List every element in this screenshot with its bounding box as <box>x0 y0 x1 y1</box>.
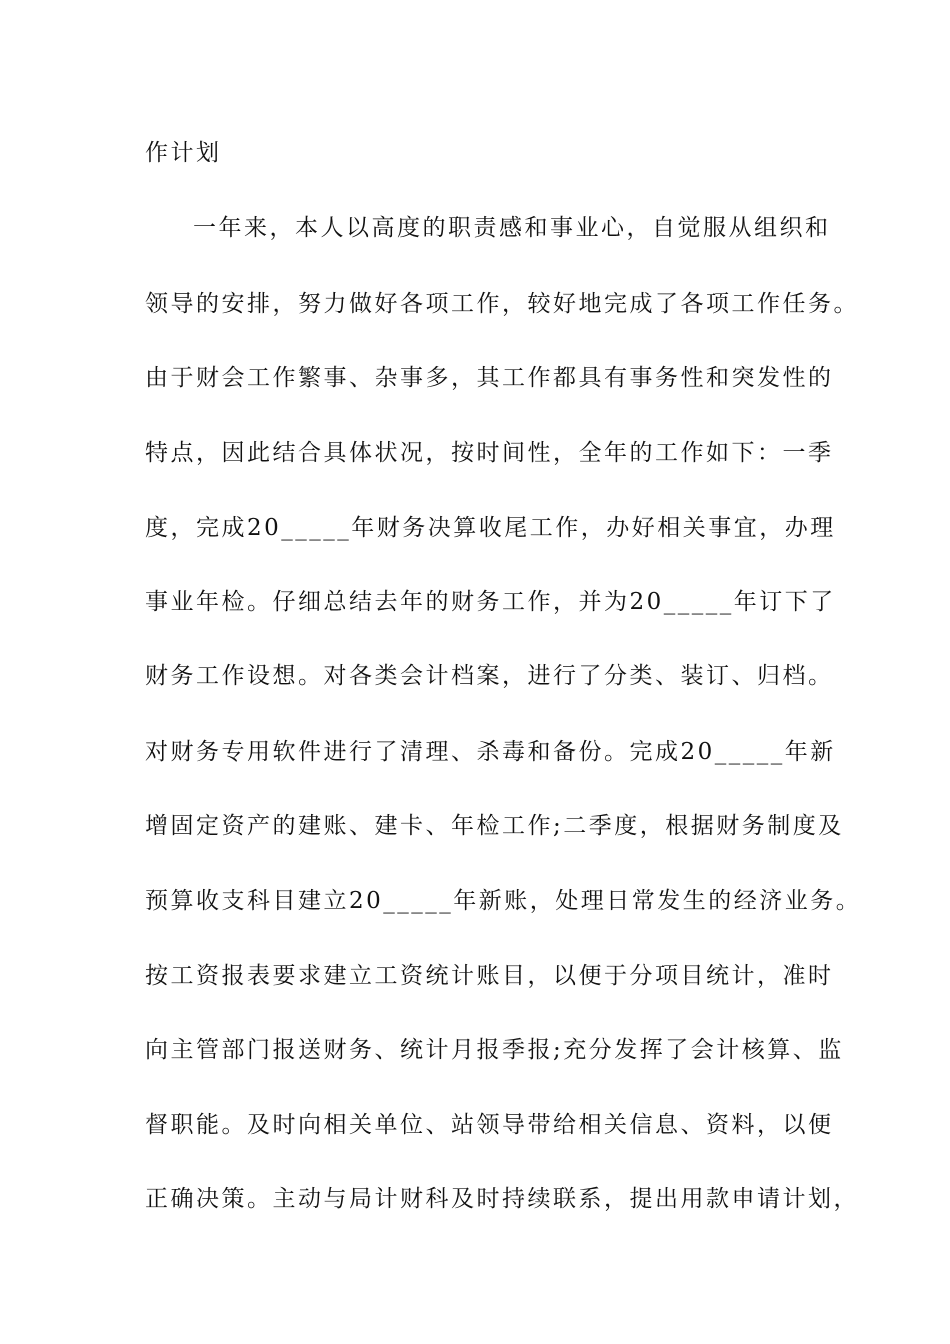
text-line: 对财务专用软件进行了清理、杀毒和备份。完成20_____年新 <box>145 739 836 765</box>
text-line: 向主管部门报送财务、统计月报季报;充分发挥了会计核算、监 <box>145 1037 844 1063</box>
text-line: 预算收支科目建立20_____年新账，处理日常发生的经济业务。 <box>145 888 862 914</box>
text-line: 按工资报表要求建立工资统计账目，以便于分项目统计，准时 <box>145 963 834 989</box>
paragraph-first-line: 一年来，本人以高度的职责感和事业心，自觉服从组织和 <box>193 215 831 241</box>
text-line: 财务工作设想。对各类会计档案，进行了分类、装订、归档。 <box>145 663 834 689</box>
text-line: 度，完成20_____年财务决算收尾工作，办好相关事宜，办理 <box>145 515 836 541</box>
text-line: 正确决策。主动与局计财科及时持续联系，提出用款申请计划， <box>145 1186 859 1212</box>
text-line: 事业年检。仔细总结去年的财务工作，并为20_____年订下了 <box>145 589 836 615</box>
text-line: 增固定资产的建账、建卡、年检工作;二季度，根据财务制度及 <box>145 813 844 839</box>
text-line: 特点，因此结合具体状况，按时间性，全年的工作如下：一季 <box>145 440 834 466</box>
text-line: 领导的安排，努力做好各项工作，较好地完成了各项工作任务。 <box>145 291 859 317</box>
text-line: 作计划 <box>145 140 222 166</box>
text-line: 由于财会工作繁事、杂事多，其工作都具有事务性和突发性的 <box>145 365 834 391</box>
text-line: 督职能。及时向相关单位、站领导带给相关信息、资料，以便 <box>145 1112 834 1138</box>
